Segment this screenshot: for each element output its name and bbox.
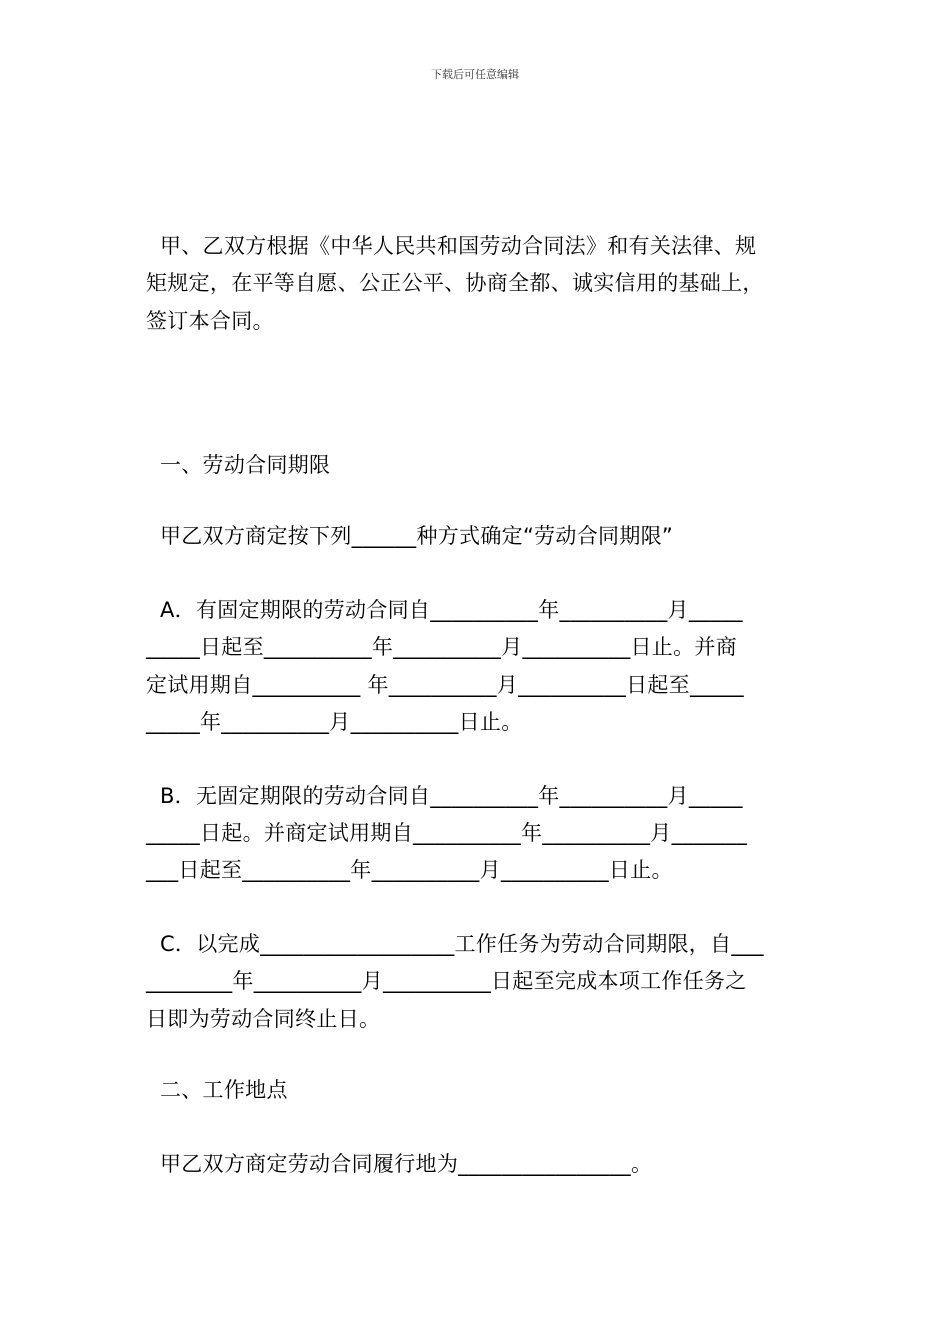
work-location-line: 甲乙双方商定劳动合同履行地为________________。: [146, 1152, 653, 1176]
option-b-line-1: B．无固定期限的劳动合同自__________年__________月_____: [146, 784, 743, 808]
preamble-line-2: 矩规定，在平等自愿、公正公平、协商全都、诚实信用的基础上，: [146, 271, 764, 295]
option-c-line-2: ________年__________月__________日起至完成本项工作任务之: [146, 969, 747, 993]
preamble-line-3: 签订本合同。: [146, 309, 274, 333]
option-a-line-2: _____日起至__________年__________月__________日止。并商: [146, 635, 737, 659]
section-heading-contract-term: 一、劳动合同期限: [146, 453, 331, 477]
section-heading-work-location: 二、工作地点: [146, 1078, 288, 1102]
option-c-line-1: C．以完成__________________工作任务为劳动合同期限，自___: [146, 932, 764, 956]
page-header: 下载后可任意编辑: [431, 68, 519, 81]
option-a-line-3: 定试用期自__________ 年__________月__________日起至_____: [146, 673, 744, 697]
preamble-line-1: 甲、乙双方根据《中华人民共和国劳动合同法》和有关法律、规: [146, 234, 757, 258]
option-c-line-3: 日即为劳动合同终止日。: [146, 1007, 381, 1031]
option-b-line-3: ___日起至__________年__________月__________日止。: [146, 858, 673, 882]
option-a-line-1: A．有固定期限的劳动合同自__________年__________月_____: [146, 598, 743, 622]
option-b-line-2: _____日起。并商定试用期自__________年__________月_______: [146, 821, 748, 845]
option-a-line-4: _____年__________月__________日止。: [146, 710, 523, 734]
term-method-line: 甲乙双方商定按下列______种方式确定“劳动合同期限”: [146, 524, 674, 548]
